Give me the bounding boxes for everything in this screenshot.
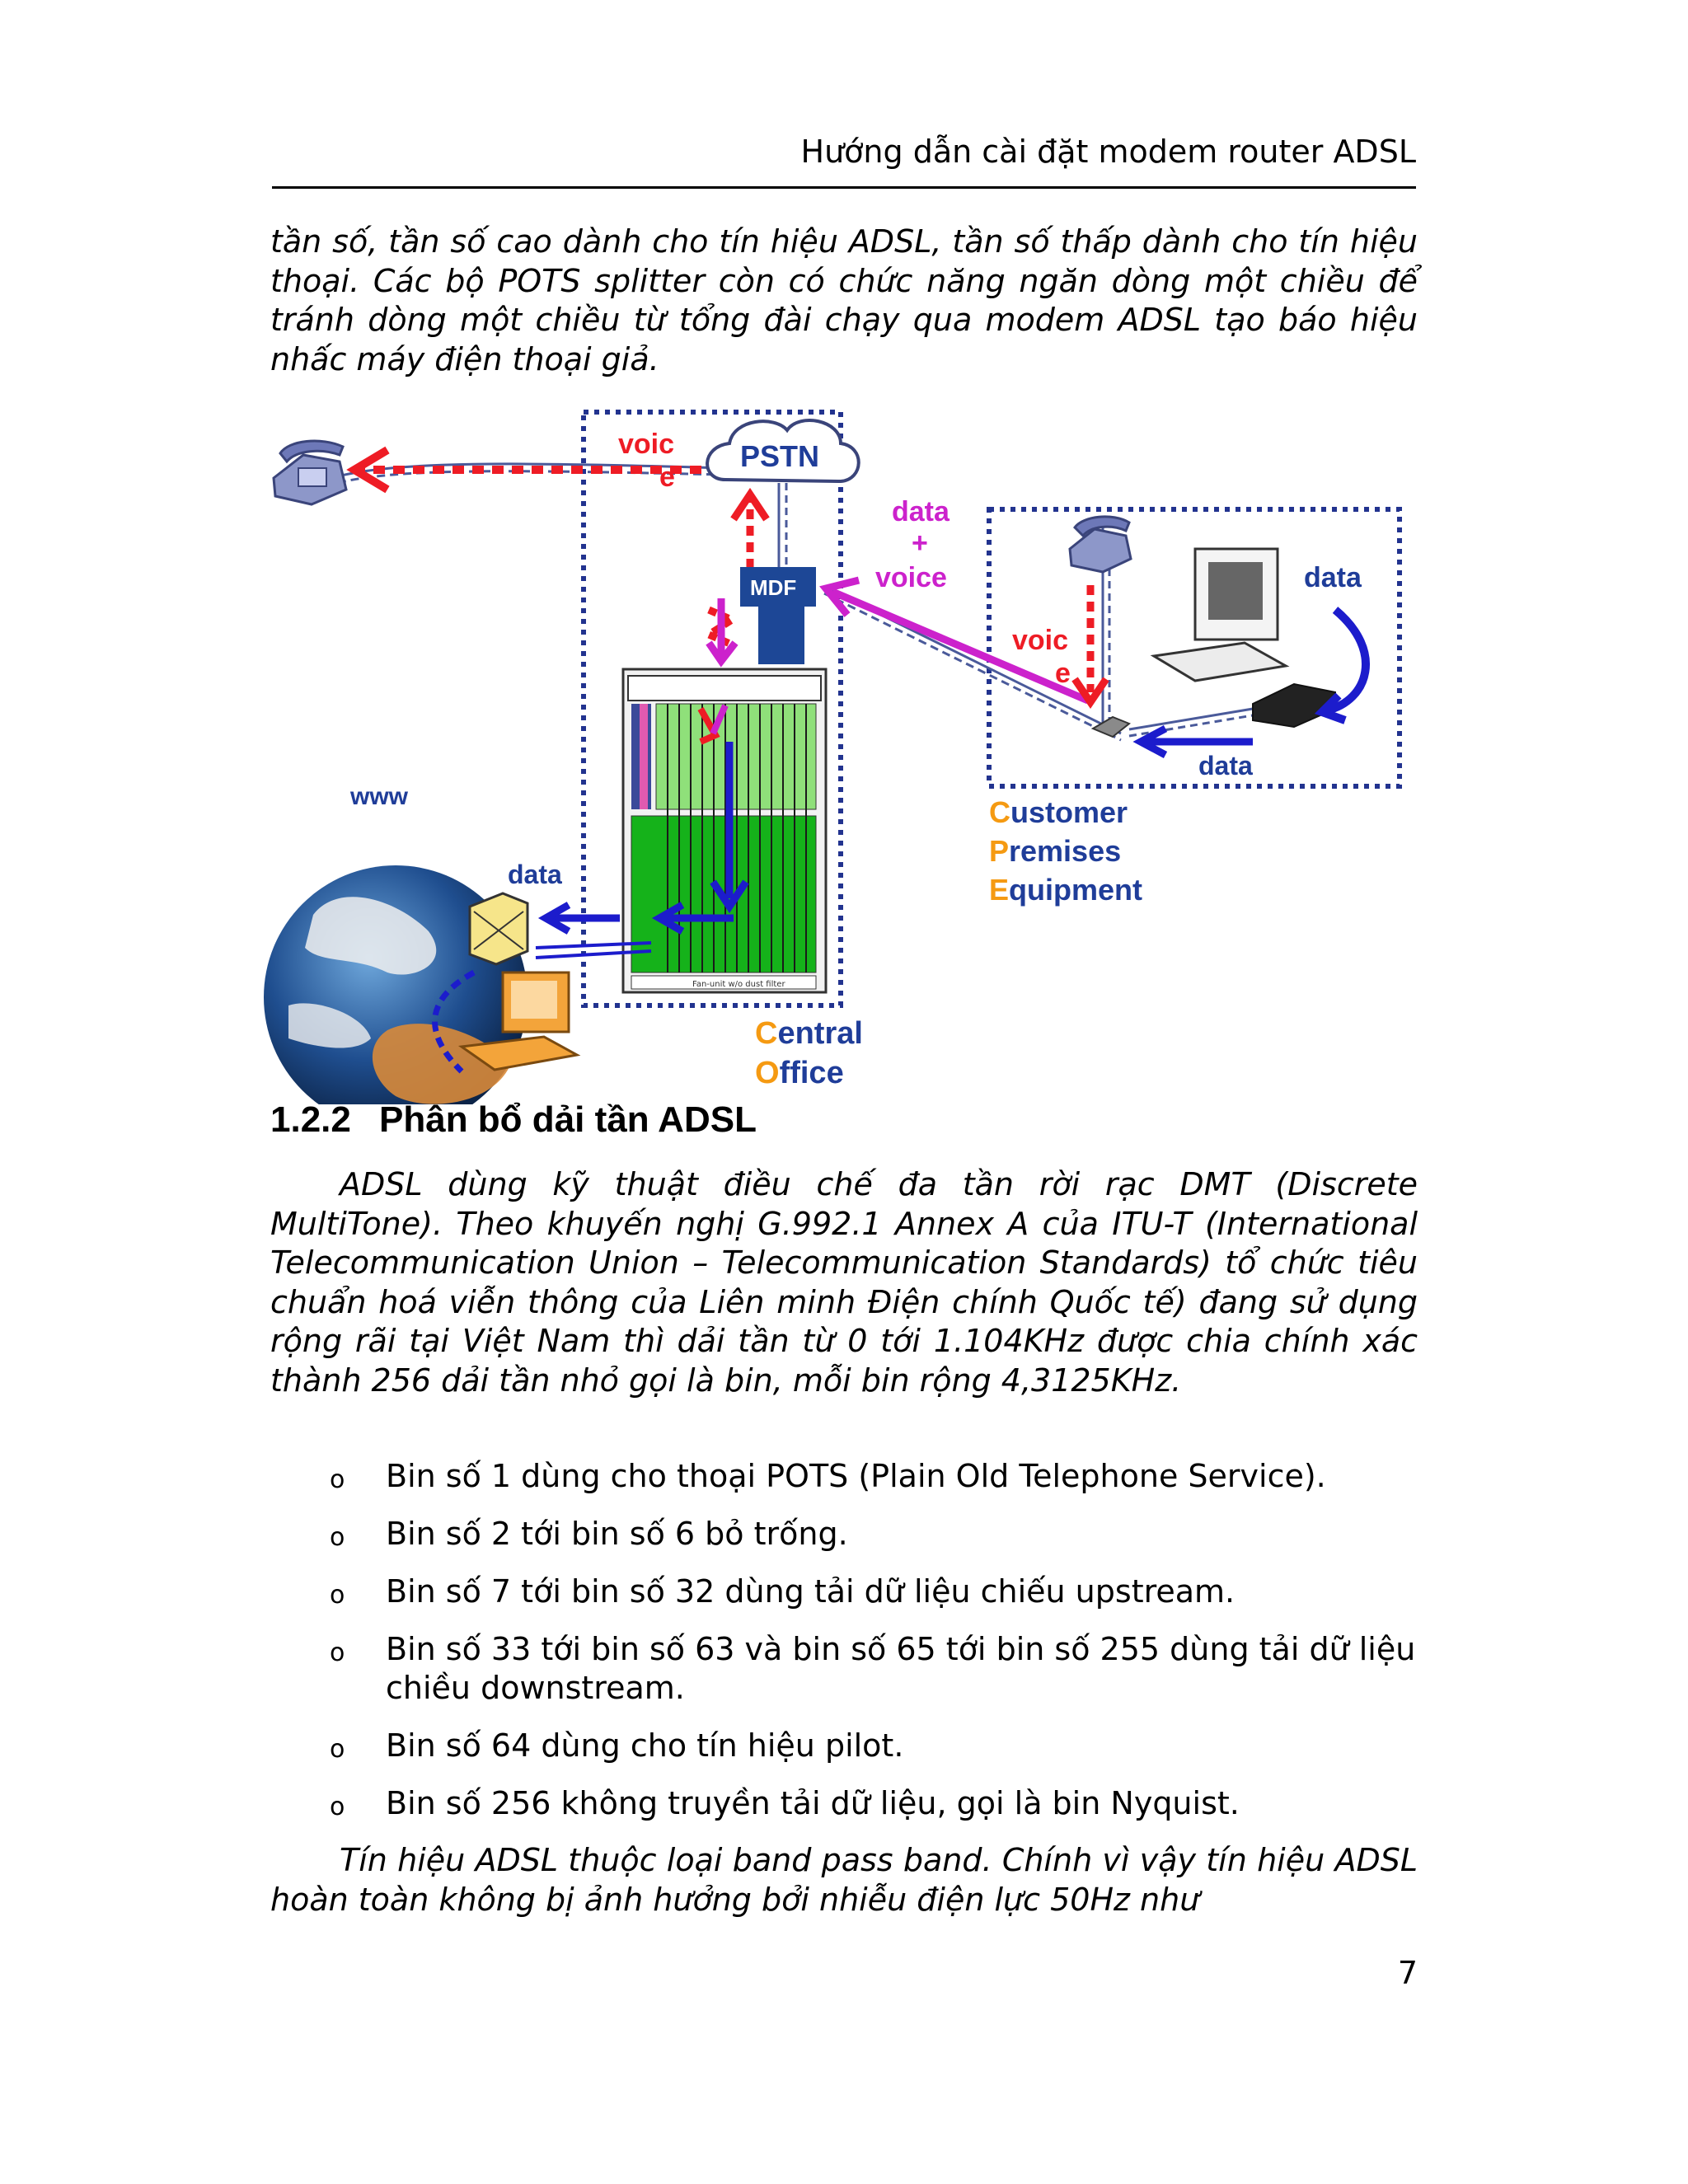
list-item: o Bin số 33 tới bin số 63 và bin số 65 tới bin số 255 dùng tải dữ liệu chiều downstream. xyxy=(330,1631,1416,1706)
bullet-marker: o xyxy=(330,1793,345,1821)
label-plus: + xyxy=(912,527,928,559)
bullet-marker: o xyxy=(330,1581,345,1610)
page-number: 7 xyxy=(1397,1955,1418,1991)
list-item: o Bin số 256 không truyền tải dữ liệu, gọi là bin Nyquist. xyxy=(330,1784,1418,1823)
list-item: o Bin số 7 tới bin số 32 dùng tải dữ liệu chiếu upstream. xyxy=(330,1572,1418,1611)
label-data-plus: data xyxy=(892,496,950,527)
bullet-marker: o xyxy=(330,1465,345,1494)
header-rule xyxy=(272,186,1416,189)
rack-caption: Fan-unit w/o dust filter xyxy=(692,980,785,989)
label-data-cpe-bottom: data xyxy=(1198,751,1253,780)
label-data-left: data xyxy=(508,860,562,889)
label-cpe-3: Equipment xyxy=(989,873,1142,907)
section-number: 1.2.2 xyxy=(270,1099,351,1140)
bullet-marker: o xyxy=(330,1735,345,1764)
bullet-marker: o xyxy=(330,1523,345,1552)
label-data-cpe: data xyxy=(1304,562,1362,593)
telephone-icon xyxy=(274,441,346,504)
label-mdf: MDF xyxy=(750,575,797,600)
section-paragraph: ADSL dùng kỹ thuật điều chế đa tần rời rạc DMT (Discrete MultiTone). Theo khuyến nghị G.992.1 Annex A của ITU-T (International Telecommunication Union – Telecommunication Standards) tổ chức tiêu chuẩn hoá viễn thông của Liên minh Điện chính Quốc tế) đang sử dụng rộng rãi tại Việt Nam thì dải tần từ 0 tới 1.104KHz được chia chính xác thành 256 dải tần nhỏ gọi là bin, mỗi bin rộng 4,3125KHz. xyxy=(270,1166,1418,1399)
label-voice-cpe: voic xyxy=(1012,625,1069,656)
twisted-pair-pstn-mdf xyxy=(779,483,786,569)
label-voice-cpe-e: e xyxy=(1055,658,1071,689)
label-pstn: PSTN xyxy=(740,439,820,473)
label-voice-magenta: voice xyxy=(875,562,947,593)
label-voice-top: voic xyxy=(618,429,675,460)
splitter-icon xyxy=(1093,717,1129,737)
label-central-office-2: Office xyxy=(755,1056,844,1090)
section-title: Phân bổ dải tần ADSL xyxy=(379,1099,757,1140)
section-heading xyxy=(270,1099,1418,1141)
computer-icon-cpe xyxy=(1154,549,1286,681)
label-www: www xyxy=(350,783,409,810)
label-central-office-1: Central xyxy=(755,1016,863,1051)
mdf-stem xyxy=(758,607,804,664)
label-cpe-2: Premises xyxy=(989,834,1122,868)
label-voice-top-e: e xyxy=(659,462,675,493)
telephone-icon-cpe xyxy=(1070,517,1131,572)
bullet-marker: o xyxy=(330,1638,345,1667)
adsl-network-diagram xyxy=(264,404,1418,1104)
twisted-pair-cpe-modem xyxy=(1129,709,1253,736)
router-icon xyxy=(470,893,528,964)
label-cpe-1: Customer xyxy=(989,795,1128,829)
intro-paragraph: tần số, tần số cao dành cho tín hiệu ADSL, tần số thấp dành cho tín hiệu thoại. Các bộ POTS splitter còn có chức năng ngăn dòng một chiều để tránh dòng một chiều từ tổng đài chạy qua modem ADSL tạo báo hiệu nhấc máy điện thoại giả. xyxy=(270,223,1418,377)
list-item: o Bin số 1 dùng cho thoại POTS (Plain Old Telephone Service). xyxy=(330,1457,1418,1496)
list-item: o Bin số 64 dùng cho tín hiệu pilot. xyxy=(330,1727,1418,1765)
closing-paragraph: Tín hiệu ADSL thuộc loại band pass band. Chính vì vậy tín hiệu ADSL hoàn toàn không bị ảnh hưởng bởi nhiễu điện lực 50Hz như xyxy=(270,1842,1418,1918)
list-item: o Bin số 2 tới bin số 6 bỏ trống. xyxy=(330,1515,1418,1554)
bin-list xyxy=(330,1457,1418,1842)
running-header: Hướng dẫn cài đặt modem router ADSL xyxy=(800,134,1416,170)
